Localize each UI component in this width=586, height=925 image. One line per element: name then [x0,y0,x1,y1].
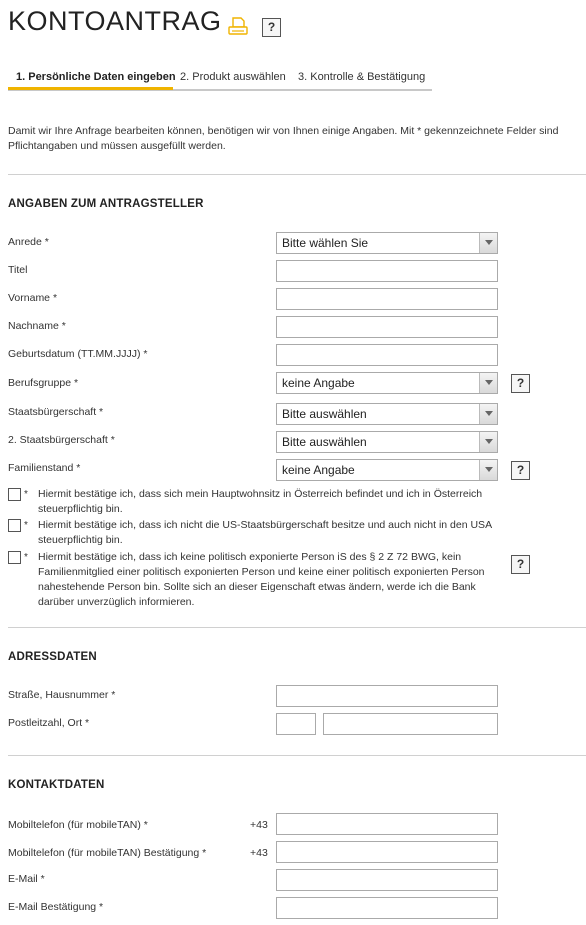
chevron-down-icon [479,404,497,424]
nachname-label: Nachname * [8,320,66,332]
staatsbuergerschaft-label: Staatsbürgerschaft * [8,406,104,418]
section-title-address: ADRESSDATEN [8,651,97,663]
anrede-label: Anrede * [8,236,49,248]
vorname-input[interactable] [276,288,498,310]
us-citizenship-checkbox[interactable] [8,519,21,532]
tab-personal-data[interactable]: 1. Persönliche Daten eingeben [16,71,176,83]
required-mark: * [24,520,28,531]
pep-checkbox[interactable] [8,551,21,564]
titel-label: Titel [8,264,28,276]
help-icon[interactable]: ? [262,18,281,37]
street-input[interactable] [276,685,498,707]
printer-icon[interactable] [227,16,249,38]
anrede-selected-value: Bitte wählen Sie [282,236,369,250]
page-title: KONTOANTRAG [8,6,222,36]
residence-confirmation-text: Hiermit bestätige ich, dass sich mein Hauptwohnsitz in Österreich befindet und ich in Österreich steuerpflichtig bin. [38,488,483,515]
us-citizenship-confirmation-text: Hiermit bestätige ich, dass ich nicht die US-Staatsbürgerschaft besitze und auch nicht in den USA steuerpflichtig bin. [38,519,492,546]
staatsbuergerschaft2-label: 2. Staatsbürgerschaft * [8,434,115,446]
mobile-confirm-input[interactable] [276,841,498,863]
tab-product[interactable]: 2. Produkt auswählen [180,71,286,83]
section-title-contact: KONTAKTDATEN [8,779,105,791]
city-input[interactable] [323,713,498,735]
active-tab-indicator [8,87,173,90]
staatsbuergerschaft2-selected-value: Bitte auswählen [282,435,367,449]
anrede-select[interactable] [276,232,498,254]
nachname-input[interactable] [276,316,498,338]
divider [8,755,586,756]
email-label: E-Mail * [8,873,45,885]
divider [8,174,586,175]
required-mark: * [24,489,28,500]
titel-input[interactable] [276,260,498,282]
help-icon-pep[interactable]: ? [511,555,530,574]
mobile-label: Mobiltelefon (für mobileTAN) * [8,819,148,831]
plz-ort-label: Postleitzahl, Ort * [8,717,90,729]
familienstand-select[interactable] [276,459,498,481]
chevron-down-icon [479,432,497,452]
email-confirm-label: E-Mail Bestätigung * [8,901,104,913]
required-mark: * [24,552,28,563]
chevron-down-icon [479,373,497,393]
mobile-prefix: +43 [250,819,268,831]
chevron-down-icon [479,460,497,480]
vorname-label: Vorname * [8,292,58,304]
help-icon-familienstand[interactable]: ? [511,461,530,480]
mobile-confirm-label: Mobiltelefon (für mobileTAN) Bestätigung * [8,847,207,859]
geburtsdatum-label: Geburtsdatum (TT.MM.JJJJ) * [8,348,148,360]
email-input[interactable] [276,869,498,891]
postal-code-input[interactable] [276,713,316,735]
intro-text: Damit wir Ihre Anfrage bearbeiten können, benötigen wir von Ihnen einige Angaben. Mit * gekennzeichnete Felder sind Pflichtangaben und müssen ausgefüllt werden. [8,125,559,152]
familienstand-selected-value: keine Angabe [282,463,355,477]
chevron-down-icon [479,233,497,253]
help-icon-berufsgruppe[interactable]: ? [511,374,530,393]
staatsbuergerschaft2-select[interactable] [276,431,498,453]
familienstand-label: Familienstand * [8,462,81,474]
pep-confirmation-text: Hiermit bestätige ich, dass ich keine politisch exponierte Person iS des § 2 Z 72 BWG, kein Familienmitglied einer politisch exponierten Person und keine einer politisch exponierten Person nahestehende Person bin. Sollte sich an dieser Eigenschaft etwas ändern, werde ich die Bank darüber unverzüglich informieren. [38,551,485,608]
staatsbuergerschaft-select[interactable] [276,403,498,425]
berufsgruppe-selected-value: keine Angabe [282,376,355,390]
berufsgruppe-label: Berufsgruppe * [8,377,79,389]
email-confirm-input[interactable] [276,897,498,919]
divider [8,627,586,628]
mobile-confirm-prefix: +43 [250,847,268,859]
tab-confirmation[interactable]: 3. Kontrolle & Bestätigung [298,71,426,83]
geburtsdatum-input[interactable] [276,344,498,366]
staatsbuergerschaft-selected-value: Bitte auswählen [282,407,367,421]
mobile-input[interactable] [276,813,498,835]
section-title-applicant: ANGABEN ZUM ANTRAGSTELLER [8,198,204,210]
berufsgruppe-select[interactable] [276,372,498,394]
street-label: Straße, Hausnummer * [8,689,116,701]
residence-checkbox[interactable] [8,488,21,501]
